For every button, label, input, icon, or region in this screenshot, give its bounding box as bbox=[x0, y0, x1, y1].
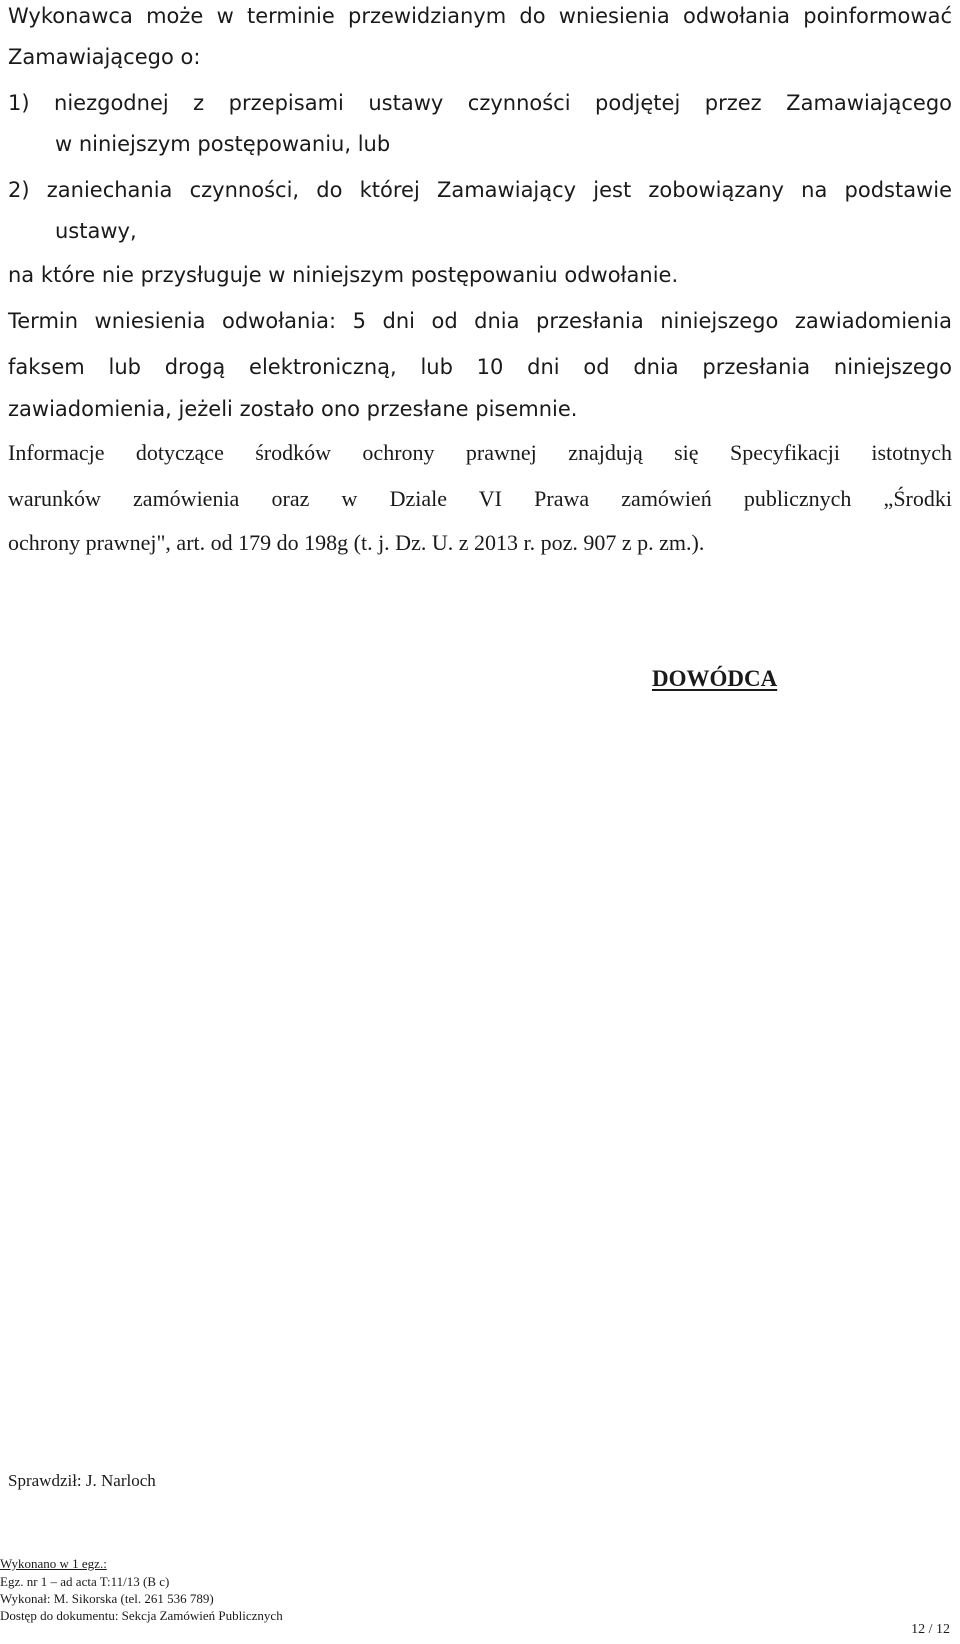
footer-copy-1: Egz. nr 1 – ad acta T:11/13 (B c) bbox=[0, 1574, 170, 1589]
intro-line-1: Wykonawca może w terminie przewidzianym do wniesienia odwołania poinformować bbox=[8, 4, 952, 28]
info-line-2: warunków zamówienia oraz w Dziale VI Prawa zamówień publicznych „Środki bbox=[8, 486, 952, 511]
list-item-2-line-1: 2) zaniechania czynności, do której Zamawiający jest zobowiązany na podstawie bbox=[8, 178, 952, 202]
intro-line-2: Zamawiającego o: bbox=[8, 45, 201, 69]
term-line-3: zawiadomienia, jeżeli zostało ono przesłane pisemnie. bbox=[8, 397, 578, 421]
info-line-1: Informacje dotyczące środków ochrony prawnej znajdują się Specyfikacji istotnych bbox=[8, 440, 952, 465]
list-item-1-line-2: w niniejszym postępowaniu, lub bbox=[55, 132, 391, 156]
page-number: 12 / 12 bbox=[911, 1622, 950, 1637]
footer-access: Dostęp do dokumentu: Sekcja Zamówień Publicznych bbox=[0, 1608, 283, 1623]
info-line-3: ochrony prawnej", art. od 179 do 198g (t. j. Dz. U. z 2013 r. poz. 907 z p. zm.). bbox=[8, 530, 705, 555]
list-item-2-line-2: ustawy, bbox=[55, 219, 137, 243]
checked-by: Sprawdził: J. Narloch bbox=[8, 1471, 156, 1490]
footer-author: Wykonał: M. Sikorska (tel. 261 536 789) bbox=[0, 1591, 214, 1606]
term-line-2: faksem lub drogą elektroniczną, lub 10 dni od dnia przesłania niniejszego bbox=[8, 355, 952, 379]
closing-line: na które nie przysługuje w niniejszym postępowaniu odwołanie. bbox=[8, 263, 679, 287]
signature-title: DOWÓDCA bbox=[652, 666, 778, 691]
list-item-1-line-1: 1) niezgodnej z przepisami ustawy czynności podjętej przez Zamawiającego bbox=[8, 91, 952, 115]
term-line-1: Termin wniesienia odwołania: 5 dni od dnia przesłania niniejszego zawiadomienia bbox=[8, 309, 952, 333]
footer-copies: Wykonano w 1 egz.: bbox=[0, 1556, 107, 1571]
